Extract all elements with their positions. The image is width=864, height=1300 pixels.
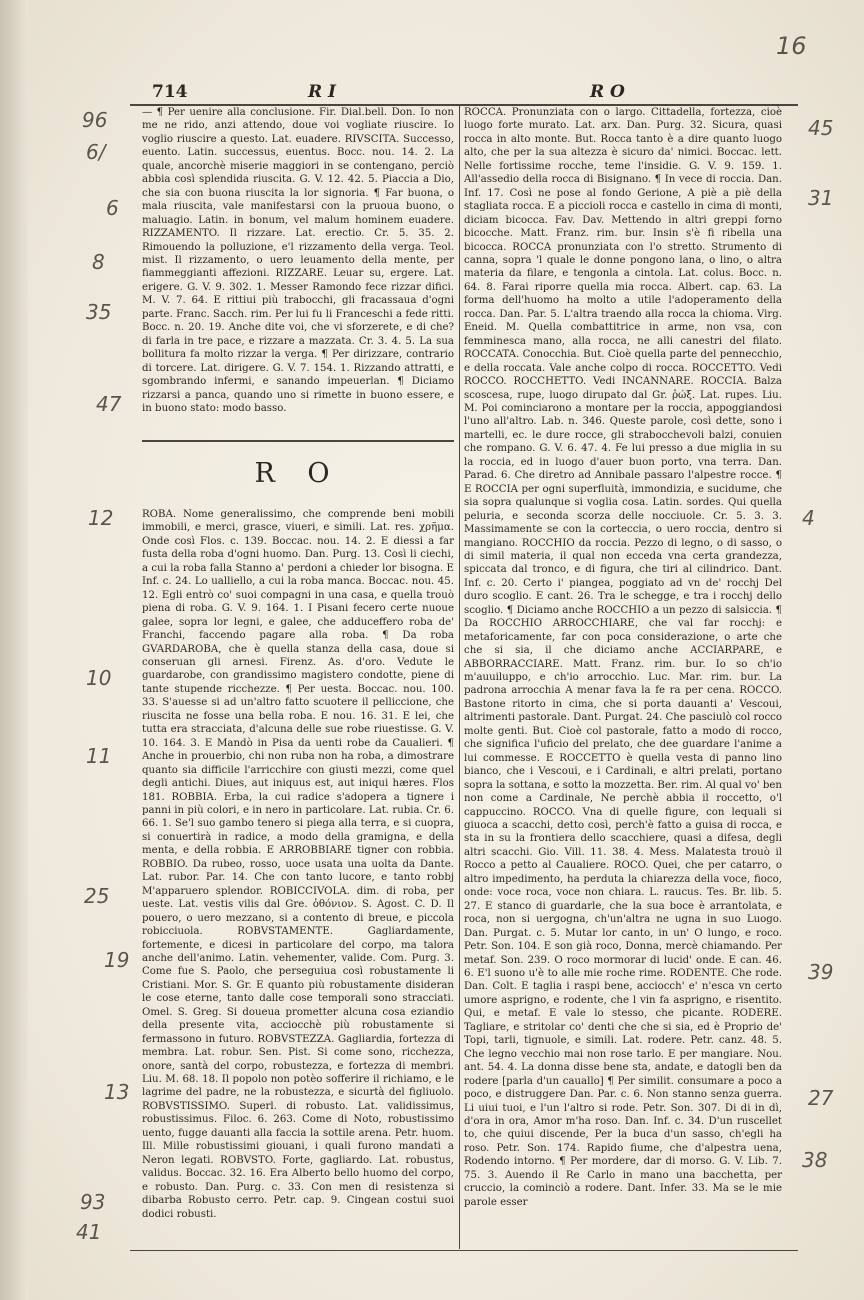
section-heading: R O: [254, 458, 342, 489]
left-bottom-paragraph: ROBA. Nome generalissimo, che comprende beni mobili immobili, e merci, grasce, viueri, e simili. Lat. res. χρῆμα. Onde così Flos. c. 139. Boccac. nou. 14. 2. E diessi a far fusta della roba d'ogni huomo. Dan. Purg. 13. Così li ciechi, a cui la roba falla Stanno a' perdoni a chieder lor bisogna. E Inf. c. 24. Lo ualliello, a cui la roba manca. Boccac. nou. 45. 12. Egli entrò co' suoi compagni in una casa, e quella trouò piena di roba. G. V. 9. 164. 1. I Pisani fecero certe nuoue galee, sopra lor legni, e galee, che adduceffero roba de' Franchi, faccendo pagare alla roba. ¶ Da roba GVARDAROBA, che è quella stanza della casa, doue si conseruan gli arnesi. Firenz. As. d'oro. Vedute le guardarobe, con grandissimo magistero condotte, piene di tante stupende ricchezze. ¶ Per uesta. Boccac. nou. 100. 33. S'auesse si ad un'altro fatto scuotere il pelliccione, che riuscita ne fosse una bella roba. E nou. 16. 31. E lei, che tutta era stracciata, d'alcuna delle sue robe riuestisse. G. V. 10. 164. 3. E Mandò in Pisa da uenti robe da Caualieri. ¶ Anche in prouerbio, chi non ruba non ha roba, a dimostrare quanto sia difficile l'arricchire con giusti mezzi, come quel degli antichi. Diues, aut iniquus est, aut iniqui hæres. Flos 181. ROBBIA. Erba, la cui radice s'adopera a tignere i panni in più colori, e in nero in particolare. Lat. rubia. Cr. 6. 66. 1. Se'l suo gambo tenero si piega alla terra, e si cuopra, si conuertirà in radice, a modo della gramigna, e della menta, e della robbia. E ARROBBIARE tigner con robbia. ROBBIO. Da rubeo, rosso, uoce usata una uolta da Dante. Lat. rubor. Par. 14. Che con tanto lucore, e tanto robbj M'apparuero splendor. ROBICCIVOLA. dim. di roba, per ueste. Lat. vestis vilis dal Gre. ὀθόνιον. S. Agost. C. D. Il pouero, o uero mezzano, si a contento di breue, e piccola robicciuola. ROBVSTAMENTE. Gagliardamente, fortemente, e dicesi in particolare del corpo, ma talora anche dell'animo. Latin. vehementer, valide. Com. Purg. 3. Come fue S. Paolo, che perseguiua così robustamente li Cristiani. Mor. S. Gr. E quanto più robustamente disideran le cose eterne, tanto dalle cose temporali sono stracciati. Omel. S. Greg. Si doueua prometter alcuna cosa eziandio della presente vita, acciocchè più robustamente si fermassono in futuro. ROBVSTEZZA. Gagliardia, fortezza di membra. Lat. robur. Sen. Pist. Si come sono, ricchezza, onore, santà del corpo, robustezza, e fortezza di membri. Liu. M. 68. 18. Il popolo non potèo sofferire il richiamo, e le lagrime del padre, ne la robustezza, e sicurtà del figliuolo. ROBVSTISSIMO. Superl. di robusto. Lat. validissimus, robustissimus. Filoc. 6. 263. Come di Noto, robustissimo uento, fugge dauanti alla faccia la sottile arena. Petr. huom. Ill. Mille robustissimi giouani, i quali furono mandati a Neron legati. ROBVSTO. Forte, gagliardo. Lat. robustus, validus. Boccac. 32. 16. Era Alberto bello huomo del corpo, e robusto. Dan. Purg. c. 33. Con men di resistenza si dibarba Robusto cerro. Petr. cap. 9. Cingean costui suoi dodici robusti.: [142, 509, 454, 1220]
section-rule-top: [142, 440, 454, 442]
page-number: 714: [152, 82, 188, 102]
right-column: [464, 106, 782, 1246]
margin-annotation: 35: [86, 300, 112, 324]
margin-annotation: 47: [96, 392, 122, 416]
margin-annotation: 41: [76, 1220, 102, 1244]
margin-annotation: 93: [80, 1190, 106, 1214]
margin-annotation: 45: [808, 116, 834, 140]
running-head: [130, 80, 795, 106]
margin-annotation: 11: [86, 744, 112, 768]
margin-annotation: 16: [776, 32, 807, 60]
margin-annotation: 13: [104, 1080, 130, 1104]
margin-annotation: 8: [92, 250, 105, 274]
column-divider: [459, 104, 460, 1249]
margin-annotation: 39: [808, 960, 834, 984]
margin-annotation: 4: [802, 506, 815, 530]
bottom-rule: [130, 1250, 798, 1251]
left-top-paragraph: — ¶ Per uenire alla conclusione. Fir. Dial.bell. Don. Io non me ne rido, anzi attendo, doue voi vogliate riuscire. Io voglio riuscire a questo. Lat. euadere. RIVSCITA. Successo, euento. Latin. successus, euentus. Bocc. nou. 14. 2. La quale, ancorchè miserie maggiori in se contengano, perciò abbia così splendida riuscita. G. V. 12. 42. 5. Piaccia a Dio, che sia con buona riuscita la lor signoria. ¶ Far buona, o mala riuscita, vale manifestarsi con la pruoua buono, o maluagio. Latin. in bonum, vel malum hominem euadere. RIZZAMENTO. Il rizzare. Lat. erectio. Cr. 5. 35. 2. Rimouendo la polluzione, e'l rizzamento della verga. Teol. mist. Il rizzamento, o uero leuamento della mente, per fiammeggianti affezioni. RIZZARE. Leuar su, ergere. Lat. erigere. G. V. 9. 302. 1. Messer Ramondo fece rizzar difici. M. V. 7. 64. E rittiui più trabocchi, gli fracassaua d'ogni parte. Franc. Sacch. rim. Per lui fu li Franceschi a fede ritti. Bocc. n. 20. 19. Anche dite voi, che vi sforzerete, e di che? di farla in tre pace, e rizzare a mazzata. Cr. 3. 4. 5. La sua bollitura fa molto rizzar la verga. ¶ Per dirizzare, contrario di torcere. Lat. dirigere. G. V. 7. 154. 1. Rizzando attratti, e sgombrando infermi, e sanando impeuerlan. ¶ Diciamo rizzarsi a panca, quando uno si rimette in buono essere, e in buono stato: modo basso.: [142, 107, 454, 414]
margin-annotation: 12: [88, 506, 114, 530]
left-column-top: [142, 106, 454, 438]
right-paragraph: ROCCA. Pronunziata con o largo. Cittadella, fortezza, cioè luogo forte murato. Lat. arx. Dan. Purg. 32. Sicura, quasi rocca in alto monte. But. Rocca tanto è a dire quanto luogo alto, che per la sua altezza è sicuro da' nimici. Boccac. lett. Nelle fortissime rocche, teme l'insidie. G. V. 9. 159. 1. All'assedio della rocca di Bisignano. ¶ In vece di roccia. Dan. Inf. 17. Così ne pose al fondo Gerione, A piè a piè della stagliata rocca. E a piccioli rocca e castello in cima di monti, diciam bicocca. Fav. Dav. Mettendo in altri greppi forno bicocche. Matt. Franz. rim. bur. Insin s'è fi ribella una bicocca. ROCCA pronunziata con l'o stretto. Strumento di canna, sopra 'l quale le donne pongono lana, o lino, o altra materia da filare, e tengonla a cintola. Lat. colus. Bocc. n. 64. 8. Farai riporre quella mia rocca. Albert. cap. 63. La forma dell'huomo ha molto a utile l'adoperamento della rocca. Dan. Par. 5. L'altra traendo alla rocca la chioma. Virg. Eneid. M. Quella combattitrice in arme, non vsa, con femminesca mano, alla rocca, ne alli canestri del filato. ROCCATA. Conocchia. But. Cioè quella parte del pennecchio, e della roccata. Vale anche colpo di rocca. ROCCETTO. Vedi ROCCO. ROCCHETTO. Vedi INCANNARE. ROCCIA. Balza scoscesa, rupe, luogo dirupato dal Gr. ῥώξ. Lat. rupes. Liu. M. Poi cominciarono a montare per la roccia, appoggiandosi l'uno all'altro. Lab. n. 346. Queste parole, così dette, sono i martelli, ec. le dure rocce, gli strabocchevoli balzi, conuien che rompano. G. V. 6. 47. 4. Fe lui presso a due miglia in su la roccia, ed in luogo d'auer buon porto, vna terra. Dan. Parad. 6. Che diretro ad Annibale passaro l'alpestre rocce. ¶ E ROCCIA per ogni superfluità, immondizia, e sucidume, che sia sopra qualunque si voglia cosa. Latin. sordes. Qui quella peluria, e seconda scorza delle nocciuole. Cr. 5. 3. 3. Massimamente se con la corteccia, o uero roccia, dentro si mangiano. ROCCHIO da roccia. Pezzo di legno, o di sasso, o di simil materia, il qual non ecceda vna certa grandezza, spiccata dal tronco, e di figura, che tiri al cilindrico. Dant. Inf. c. 20. Certo i' piangea, poggiato ad vn de' rocchj Del duro scoglio. E cant. 26. Tra le schegge, e tra i rocchj dello scoglio. ¶ Diciamo anche ROCCHIO a un pezzo di salsiccia. ¶ Da ROCCHIO ARROCCHIARE, che val far rocchj: e metaforicamente, far con poca considerazione, o arte che che si sia, il che diciamo anche ACCIARPARE, e ABBORRACCIARE. Matt. Franz. rim. bur. Io so ch'io m'auuiluppo, e ch'io arrocchio. Luc. Mar. rim. bur. La padrona arrocchia A menar fava la fe ra per cena. ROCCO. Bastone ritorto in cima, che si porta dauanti a' Vescoui, altrimenti pastorale. Dant. Purgat. 24. Che pasciulò col rocco molte genti. But. Cioè col pastorale, fatto a modo di rocco, che significa l'uficio del prelato, che dee guardare l'anime a lui commesse. E ROCCETTO è quella vesta di panno lino bianco, che i Vescoui, e i Cardinali, e altri prelati, portano sopra la sottana, e sotto la mozzetta. Ber. rim. Al qual vo' ben non come a Cardinale, Ne perchè abbia il roccetto, o'l cappuccino. ROCCO. Vna di quelle figure, con lequali si giuoca a scacchi, detto così, perch'è fatto a guisa di rocca, e sta in su la frontiera dello scacchiere, quasi a difesa, degli altri scacchi. Gio. Vill. 11. 38. 4. Mess. Malatesta trouò il Rocco a petto al Caualiere. ROCO. Quei, che per catarro, o altro impedimento, ha perduta la chiarezza della voce, fioco, onde: voce roca, voce non chiara. L. raucus. Tes. Br. lib. 5. 27. E stanco di guardarle, che la sua boce è arrantolata, e roca, non si uergogna, ch'un'altra ne ugna in suo Luogo. Dan. Purgat. c. 5. Mutar lor canto, in un' O lungo, e roco. Petr. Son. 104. E son già roco, Donna, mercè chiamando. Per metaf. Son. 239. O roco mormorar di lucid' onde. E can. 46. 6. E'l suono u'è to alle mie roche rime. RODENTE. Che rode. Dan. Colt. E taglia i raspi bene, acciocch' e' n'esca vn certo umore asprigno, e rodente, che l vin fa asprigno, e risentito. Qui, e metaf. E vale lo stesso, che picante. RODERE. Tagliare, e stritolar co' denti che che si sia, ed è Proprio de' Topi, tarli, tignuole, e simili. Lat. rodere. Petr. canz. 48. 5. Che legno vecchio mai non rose tarlo. E per mangiare. Nou. ant. 54. 4. La donna disse bene sta, andate, e datogli ben da rodere [parla d'un cauallo] ¶ Per similit. consumare a poco a poco, e distruggere Dan. Par. c. 6. Non stanno senza guerra. Li uiui tuoi, e l'un l'altro si rode. Petr. Son. 307. Di di in dì, d'ora in ora, Amor m'ha roso. Dan. Inf. c. 34. D'un ruscellet to, che quiui discende, Per la buca d'un sasso, ch'egli ha roso. Petr. Son. 174. Rapido fiume, che d'alpestra uena, Rodendo intorno. ¶ Per mordere, dar di morso. G. V. Lib. 7. 75. 3. Auendo il Re Carlo in mano una bacchetta, per cruccio, la cominciò a rodere. Dant. Infer. 33. Ma se le mie parole esser: [464, 107, 782, 1208]
margin-annotation: 6/: [86, 140, 106, 164]
margin-annotation: 31: [808, 186, 834, 210]
guide-word-right: R O: [590, 82, 625, 102]
binding-edge: [0, 0, 28, 1300]
margin-annotation: 96: [82, 108, 108, 132]
guide-word-left: R I: [308, 82, 336, 102]
margin-annotation: 10: [86, 666, 112, 690]
left-column-bottom: [142, 508, 454, 1248]
margin-annotation: 6: [106, 196, 119, 220]
margin-annotation: 27: [808, 1086, 834, 1110]
margin-annotation: 25: [84, 884, 110, 908]
margin-annotation: 19: [104, 948, 130, 972]
margin-annotation: 38: [802, 1148, 828, 1172]
